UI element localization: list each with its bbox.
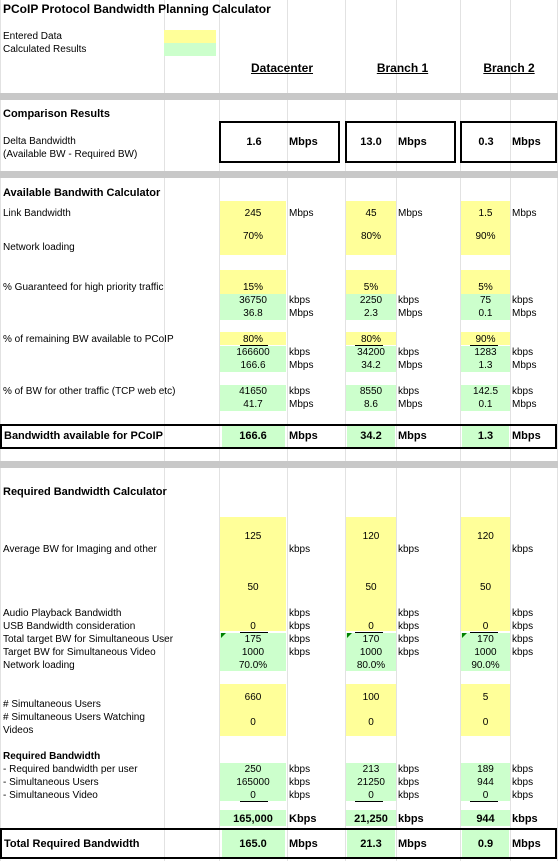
network-loading-label: Network loading: [3, 242, 75, 253]
legend-entered-label: Entered Data: [3, 31, 62, 42]
column-header-datacenter: Datacenter: [250, 61, 314, 75]
target-video-branch-1: 1000: [359, 647, 383, 658]
unit-kbps: kbps: [289, 621, 311, 632]
guaranteed-datacenter[interactable]: 15%: [242, 282, 263, 293]
other-mbps-branch-1: 8.6: [364, 399, 378, 410]
other-kbps-datacenter: 41650: [239, 386, 267, 397]
avg-bw-datacenter[interactable]: 125: [244, 531, 262, 542]
unit-kbps: kbps: [289, 647, 311, 658]
comparison-header: Comparison Results: [3, 108, 110, 120]
available-total-label: Bandwidth available for PCoIP: [4, 430, 163, 442]
guaranteed-label: % Guaranteed for high priority traffic: [3, 282, 164, 293]
sim-video-sublabel: Videos: [3, 725, 34, 736]
unit-kbps: kbps: [289, 608, 311, 619]
unit-mbps: Mbps: [289, 208, 314, 219]
other-traffic-label: % of BW for other traffic (TCP web etc): [3, 386, 176, 397]
network-loading-branch-2[interactable]: 90%: [475, 231, 496, 242]
sum-unit-datacenter: Kbps: [289, 813, 317, 825]
column-header-branch-2: Branch 2: [483, 61, 535, 75]
req-loading-branch-2: 90.0%: [471, 660, 500, 671]
guaranteed-kbps-branch-2: 75: [479, 295, 492, 306]
column-header-branch-1: Branch 1: [376, 61, 429, 75]
sim-users-bw-branch-1: 21250: [357, 777, 385, 788]
unit-kbps: kbps: [398, 777, 420, 788]
other-kbps-branch-2: 142.5: [472, 386, 499, 397]
required-total-branch-2: 0.9: [477, 838, 494, 850]
remaining-branch-2[interactable]: 90%: [475, 334, 496, 345]
audio-bw-datacenter[interactable]: 50: [247, 582, 259, 593]
target-user-branch-2: 170: [477, 634, 494, 645]
unit-kbps: kbps: [398, 621, 420, 632]
underline: [355, 801, 383, 802]
sim-video-bw-datacenter: 0: [250, 790, 256, 801]
usb-bw-branch-2[interactable]: 0: [482, 621, 489, 632]
unit-mbps: Mbps: [512, 399, 537, 410]
other-mbps-datacenter: 41.7: [243, 399, 263, 410]
unit-kbps: kbps: [398, 608, 420, 619]
sim-video-bw-branch-2: 0: [482, 790, 489, 801]
remaining-kbps-branch-1: 34200: [357, 347, 385, 358]
guaranteed-branch-2[interactable]: 5%: [478, 282, 493, 293]
other-kbps-branch-1: 8550: [359, 386, 383, 397]
unit-mbps: Mbps: [289, 308, 314, 319]
required-total-branch-1: 21.3: [360, 838, 382, 850]
remaining-mbps-branch-1: 34.2: [361, 360, 381, 371]
req-loading-datacenter: 70.0%: [238, 660, 268, 671]
unit-kbps: kbps: [398, 634, 420, 645]
target-video-branch-2: 1000: [474, 647, 497, 658]
remaining-datacenter[interactable]: 80%: [242, 334, 263, 345]
link-bandwidth-branch-1[interactable]: 45: [365, 208, 377, 219]
link-bandwidth-label: Link Bandwidth: [3, 208, 71, 219]
guaranteed-mbps-datacenter: 36.8: [243, 308, 263, 319]
unit-kbps: kbps: [289, 634, 311, 645]
unit-kbps: kbps: [512, 608, 534, 619]
remaining-branch-1[interactable]: 80%: [360, 334, 381, 345]
legend-calculated-label: Calculated Results: [3, 44, 87, 55]
target-user-datacenter: 175: [244, 634, 262, 645]
guaranteed-branch-1[interactable]: 5%: [363, 282, 379, 293]
unit-mbps: Mbps: [289, 360, 314, 371]
sim-users-bw-branch-2: 944: [477, 777, 494, 788]
unit-kbps: kbps: [289, 295, 311, 306]
unit-kbps: kbps: [289, 777, 311, 788]
audio-bw-branch-1[interactable]: 50: [365, 582, 377, 593]
sim-video-datacenter[interactable]: 0: [250, 717, 256, 728]
unit-kbps: kbps: [289, 386, 311, 397]
legend-calculated-swatch: [164, 43, 216, 56]
unit-mbps: Mbps: [512, 838, 541, 850]
remaining-kbps-branch-2: 1283: [474, 347, 497, 358]
remaining-kbps-datacenter: 166600: [236, 347, 270, 358]
sim-users-label: # Simultaneous Users: [3, 699, 101, 710]
sim-video-bw-branch-1: 0: [368, 790, 374, 801]
sim-users-branch-2[interactable]: 5: [482, 692, 489, 703]
unit-mbps: Mbps: [289, 430, 318, 442]
available-total-branch-2: 1.3: [477, 430, 494, 442]
unit-mbps: Mbps: [512, 308, 537, 319]
unit-kbps: kbps: [398, 764, 420, 775]
unit-kbps: kbps: [398, 647, 420, 658]
remaining-mbps-datacenter: 166.6: [240, 360, 266, 371]
delta-label: Delta Bandwidth: [3, 136, 76, 147]
unit-kbps: kbps: [289, 790, 311, 801]
available-total-branch-1: 34.2: [360, 430, 382, 442]
unit-kbps: kbps: [512, 544, 534, 555]
unit-kbps: kbps: [512, 621, 534, 632]
unit-kbps: kbps: [512, 764, 534, 775]
unit-kbps: kbps: [512, 347, 534, 358]
unit-mbps: Mbps: [289, 838, 318, 850]
unit-mbps: Mbps: [289, 399, 314, 410]
avg-bw-branch-1[interactable]: 120: [362, 531, 380, 542]
avg-bw-label: Average BW for Imaging and other: [3, 544, 157, 555]
available-total-datacenter: 166.6: [239, 430, 267, 442]
unit-mbps: Mbps: [398, 308, 423, 319]
delta-value-branch-1[interactable]: 13.0: [360, 136, 382, 148]
unit-kbps: kbps: [512, 790, 534, 801]
other-mbps-branch-2: 0.1: [478, 399, 493, 410]
unit-kbps: kbps: [289, 764, 311, 775]
page-title: PCoIP Protocol Bandwidth Planning Calculator: [3, 2, 271, 16]
unit-kbps: kbps: [398, 544, 420, 555]
delta-unit: Mbps: [512, 136, 541, 148]
remaining-label: % of remaining BW available to PCoIP: [3, 334, 174, 345]
guaranteed-mbps-branch-2: 0.1: [478, 308, 493, 319]
sum-kbps-datacenter: 165,000: [233, 813, 273, 825]
unit-kbps: kbps: [398, 790, 420, 801]
target-user-label: Total target BW for Simultaneous User: [3, 634, 174, 645]
unit-kbps: kbps: [512, 647, 534, 658]
unit-mbps: Mbps: [398, 208, 423, 219]
target-video-label: Target BW for Simultaneous Video: [3, 647, 156, 658]
audio-bw-branch-2[interactable]: 50: [479, 582, 492, 593]
unit-kbps: kbps: [289, 544, 311, 555]
unit-kbps: kbps: [289, 347, 311, 358]
unit-kbps: kbps: [512, 634, 534, 645]
delta-sublabel: (Available BW - Required BW): [3, 149, 138, 160]
legend-entered-swatch: [164, 30, 216, 43]
available-header: Available Bandwith Calculator: [3, 187, 161, 199]
sum-unit-branch-1: kbps: [398, 813, 424, 825]
delta-value-datacenter[interactable]: 1.6: [246, 136, 262, 148]
audio-bw-label: Audio Playback Bandwidth: [3, 608, 122, 619]
delta-value-branch-2[interactable]: 0.3: [478, 136, 494, 148]
sum-kbps-branch-2: 944: [476, 813, 495, 825]
avg-bw-branch-2[interactable]: 120: [477, 531, 494, 542]
unit-mbps: Mbps: [512, 430, 541, 442]
unit-mbps: Mbps: [398, 360, 423, 371]
unit-kbps: kbps: [512, 777, 534, 788]
unit-mbps: Mbps: [398, 399, 423, 410]
underline: [240, 801, 268, 802]
usb-bw-datacenter[interactable]: 0: [250, 621, 256, 632]
per-user-branch-2: 189: [477, 764, 494, 775]
unit-kbps: kbps: [398, 295, 420, 306]
sim-video-branch-1[interactable]: 0: [368, 717, 374, 728]
sim-video-bw-label: - Simultaneous Video: [3, 790, 98, 801]
per-user-datacenter: 250: [244, 764, 262, 775]
link-bandwidth-branch-2[interactable]: 1.5: [478, 208, 493, 219]
delta-unit: Mbps: [398, 136, 427, 148]
required-bandwidth-subheader: Required Bandwidth: [3, 751, 101, 762]
per-user-label: - Required bandwidth per user: [3, 764, 138, 775]
remaining-mbps-branch-2: 1.3: [478, 360, 493, 371]
required-header: Required Bandwidth Calculator: [3, 486, 167, 498]
guaranteed-kbps-datacenter: 36750: [239, 295, 267, 306]
network-loading-datacenter[interactable]: 70%: [242, 231, 263, 242]
unit-kbps: kbps: [398, 386, 420, 397]
sim-users-datacenter[interactable]: 660: [244, 692, 262, 703]
unit-kbps: kbps: [398, 347, 420, 358]
usb-bw-branch-1[interactable]: 0: [368, 621, 374, 632]
unit-mbps: Mbps: [398, 838, 427, 850]
delta-unit: Mbps: [289, 136, 318, 148]
sim-video-label: # Simultaneous Users Watching: [3, 712, 145, 723]
sum-kbps-branch-1: 21,250: [354, 813, 388, 825]
required-total-datacenter: 165.0: [239, 838, 267, 850]
guaranteed-kbps-branch-1: 2250: [359, 295, 383, 306]
unit-mbps: Mbps: [512, 208, 537, 219]
unit-kbps: kbps: [512, 295, 534, 306]
sim-users-bw-label: - Simultaneous Users: [3, 777, 99, 788]
guaranteed-mbps-branch-1: 2.3: [364, 308, 378, 319]
link-bandwidth-datacenter[interactable]: 245: [244, 208, 262, 219]
sim-users-bw-datacenter: 165000: [236, 777, 270, 788]
target-video-datacenter: 1000: [241, 647, 265, 658]
req-network-loading-label: Network loading: [3, 660, 75, 671]
per-user-branch-1: 213: [362, 764, 380, 775]
unit-kbps: kbps: [512, 386, 534, 397]
sim-users-branch-1[interactable]: 100: [362, 692, 380, 703]
sum-unit-branch-2: kbps: [512, 813, 538, 825]
unit-mbps: Mbps: [398, 430, 427, 442]
underline: [470, 801, 498, 802]
usb-bw-label: USB Bandwidth consideration: [3, 621, 136, 632]
network-loading-branch-1[interactable]: 80%: [360, 231, 381, 242]
req-loading-branch-1: 80.0%: [356, 660, 386, 671]
unit-mbps: Mbps: [512, 360, 537, 371]
target-user-branch-1: 170: [362, 634, 380, 645]
required-total-label: Total Required Bandwidth: [4, 838, 140, 850]
sim-video-branch-2[interactable]: 0: [482, 717, 489, 728]
